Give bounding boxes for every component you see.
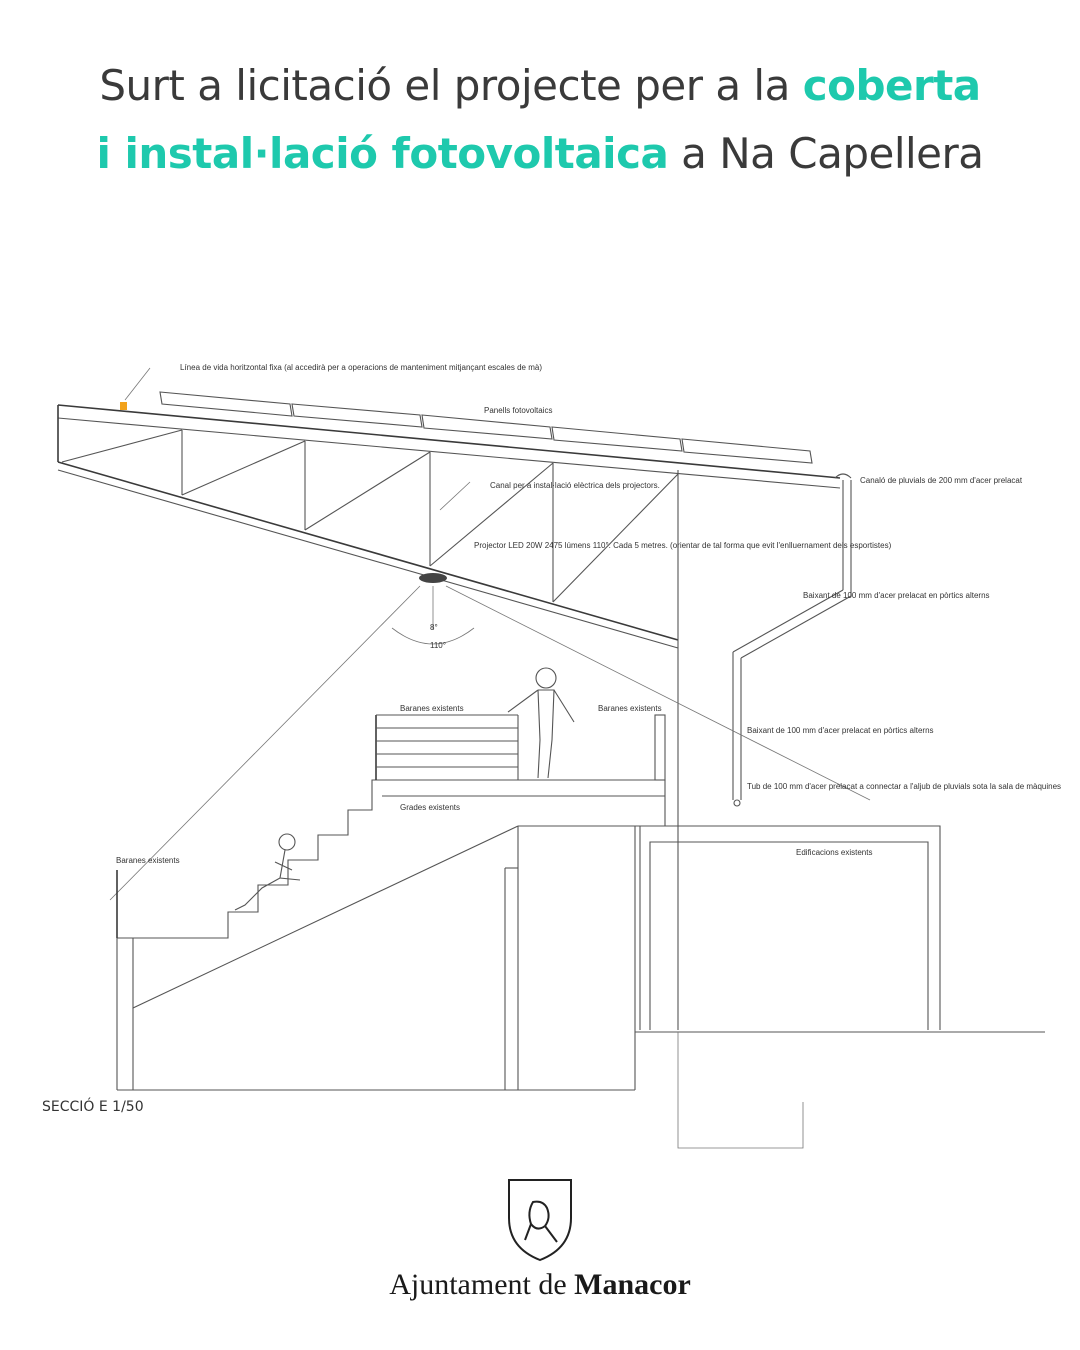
existing-building — [635, 826, 1045, 1148]
headline-part2: a Na Capellera — [668, 129, 984, 178]
headline-highlight-1: coberta — [802, 61, 981, 110]
coat-of-arms-icon — [505, 1178, 575, 1262]
label-tube: Tub de 100 mm d'acer prelacat a connectar a l'aljub de pluvials sota la sala de màquines — [747, 782, 1062, 791]
stands — [117, 780, 665, 1090]
label-rail-right: Baranes existents — [598, 704, 662, 713]
label-building: Edificacions existents — [796, 848, 873, 857]
label-angle-big: 110° — [430, 641, 446, 650]
label-rail-left: Baranes existents — [400, 704, 464, 713]
label-panels: Panells fotovoltaics — [484, 406, 553, 415]
roof-truss — [58, 402, 840, 1030]
name-regular: Ajuntament de — [389, 1268, 575, 1301]
label-gutter: Canaló de pluvials de 200 mm d'acer prelacat — [860, 476, 1023, 485]
municipality-logo — [0, 1178, 1080, 1302]
headline — [0, 52, 1080, 188]
label-channel: Canal per a instal·lació elèctrica dels projectors. — [490, 481, 660, 490]
label-angle-small: 8° — [430, 623, 438, 632]
label-lifeline: Línea de vida horitzontal fixa (al accedirà per a operacions de manteniment mitjançant escales de mà) — [180, 363, 542, 372]
headline-part1: Surt a licitació el projecte per a la — [99, 61, 803, 110]
label-projector: Projector LED 20W 2475 lúmens 110°. Cada 5 metres. (orientar de tal forma que evit l'enlluernament dels esportistes) — [474, 541, 892, 550]
label-rail-low: Baranes existents — [116, 856, 180, 865]
label-stands: Grades existents — [400, 803, 461, 812]
section-drawing — [0, 340, 1080, 1160]
municipality-name — [0, 1268, 1080, 1302]
lifeline-anchor-icon — [120, 402, 127, 410]
headline-highlight-2: i instal·lació fotovoltaica — [96, 129, 669, 178]
label-downpipe-top: Baixant de 100 mm d'acer prelacat en pòrtics alterns — [803, 591, 990, 600]
section-title: SECCIÓ E 1/50 — [42, 1099, 144, 1115]
person-seated-icon — [235, 834, 300, 910]
name-bold: Manacor — [574, 1268, 691, 1301]
pv-panels — [160, 392, 812, 463]
downpipes — [733, 474, 851, 806]
label-downpipe-mid: Baixant de 100 mm d'acer prelacat en pòrtics alterns — [747, 726, 934, 735]
